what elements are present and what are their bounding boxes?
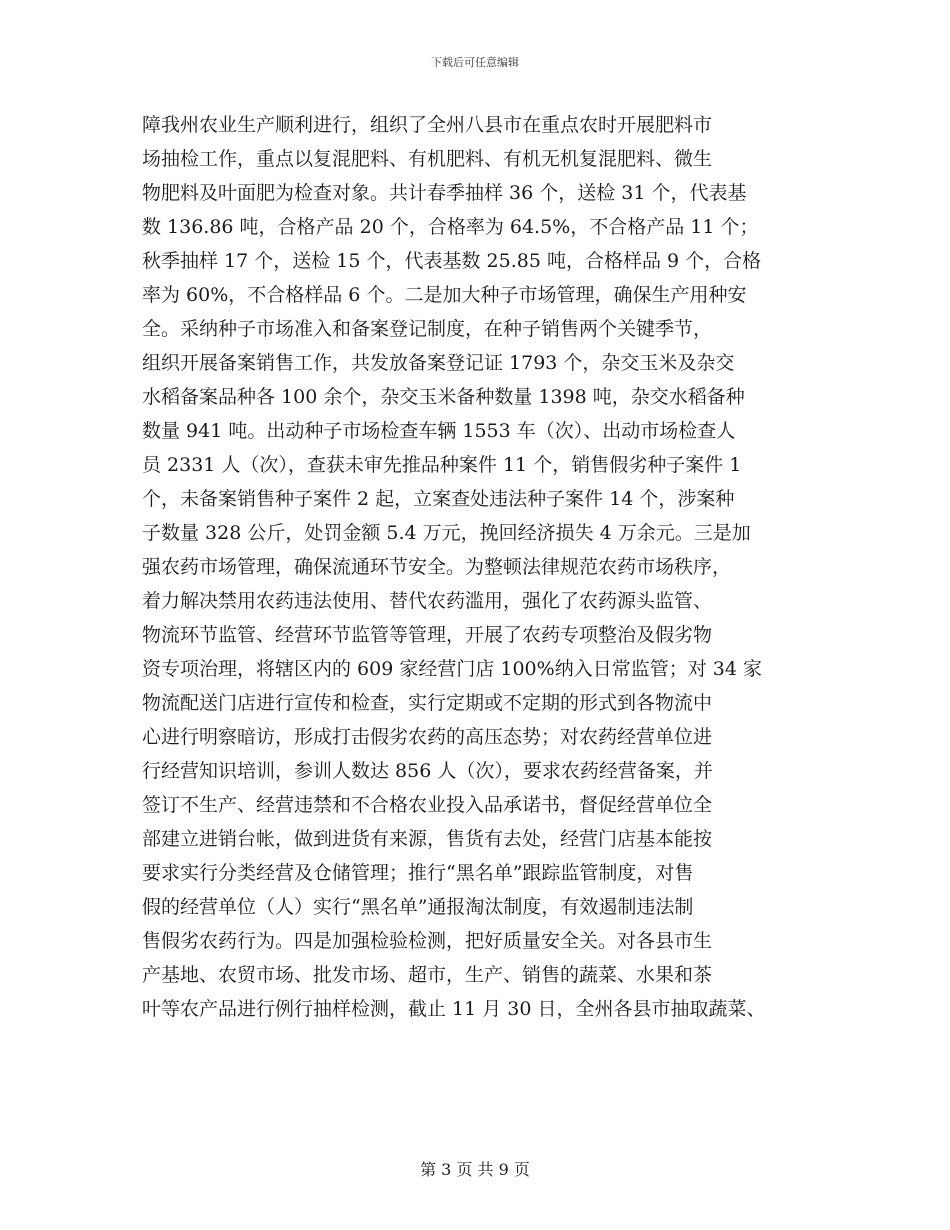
page-header: 下载后可任意编辑 (431, 56, 519, 69)
text-line: 心进行明察暗访，形成打击假劣农药的高压态势；对农药经营单位进 (142, 726, 713, 748)
text-line: 个，未备案销售种子案件 2 起，立案查处违法种子案件 14 个，涉案种 (142, 488, 735, 510)
text-line: 员 2331 人（次），查获未审先推品种案件 11 个，销售假劣种子案件 1 (142, 454, 742, 476)
text-line: 水稻备案品种各 100 余个，杂交玉米备种数量 1398 吨，杂交水稻备种 (142, 386, 745, 408)
text-line: 叶等农产品进行例行抽样检测，截止 11 月 30 日，全州各县市抽取蔬菜、 (142, 998, 766, 1020)
text-line: 物流环节监管、经营环节监管等管理，开展了农药专项整治及假劣物 (142, 624, 713, 646)
text-line: 物流配送门店进行宣传和检查，实行定期或不定期的形式到各物流中 (142, 692, 713, 714)
text-line: 全。采纳种子市场准入和备案登记制度，在种子销售两个关键季节， (142, 318, 713, 340)
text-line: 数 136.86 吨，合格产品 20 个，合格率为 64.5%，不合格产品 11 个； (142, 216, 759, 238)
page-number-footer: 第 3 页 共 9 页 (420, 1160, 530, 1179)
text-line: 强农药市场管理，确保流通环节安全。为整顿法律规范农药市场秩序， (142, 556, 732, 578)
text-line: 要求实行分类经营及仓储管理；推行“黑名单”跟踪监管制度，对售 (142, 862, 694, 884)
text-line: 数量 941 吨。出动种子市场检查车辆 1553 车（次）、出动市场检查人 (142, 420, 736, 442)
text-line: 产基地、农贸市场、批发市场、超市，生产、销售的蔬菜、水果和茶 (142, 964, 713, 986)
text-line: 场抽检工作，重点以复混肥料、有机肥料、有机无机复混肥料、微生 (142, 148, 713, 170)
text-line: 假的经营单位（人）实行“黑名单”通报淘汰制度，有效遏制违法制 (142, 896, 694, 918)
text-line: 组织开展备案销售工作，共发放备案登记证 1793 个，杂交玉米及杂交 (142, 352, 735, 374)
body-text (142, 108, 822, 1026)
text-line: 行经营知识培训，参训人数达 856 人（次），要求农药经营备案，并 (142, 760, 713, 782)
text-line: 率为 60%，不合格样品 6 个。二是加大种子市场管理，确保生产用种安 (142, 284, 747, 306)
text-line: 售假劣农药行为。四是加强检验检测，把好质量安全关。对各县市生 (142, 930, 713, 952)
text-line: 子数量 328 公斤，处罚金额 5.4 万元，挽回经济损失 4 万余元。三是加 (142, 522, 751, 544)
text-line: 秋季抽样 17 个，送检 15 个，代表基数 25.85 吨，合格样品 9 个，合格 (142, 250, 762, 272)
text-line: 物肥料及叶面肥为检查对象。共计春季抽样 36 个，送检 31 个，代表基 (142, 182, 747, 204)
text-line: 障我州农业生产顺利进行，组织了全州八县市在重点农时开展肥料市 (142, 114, 713, 136)
text-line: 部建立进销台帐，做到进货有来源，售货有去处，经营门店基本能按 (142, 828, 713, 850)
text-line: 资专项治理，将辖区内的 609 家经营门店 100%纳入日常监管；对 34 家 (142, 658, 762, 680)
text-line: 签订不生产、经营违禁和不合格农业投入品承诺书，督促经营单位全 (142, 794, 713, 816)
text-line: 着力解决禁用农药违法使用、替代农药滥用，强化了农药源头监管、 (142, 590, 713, 612)
